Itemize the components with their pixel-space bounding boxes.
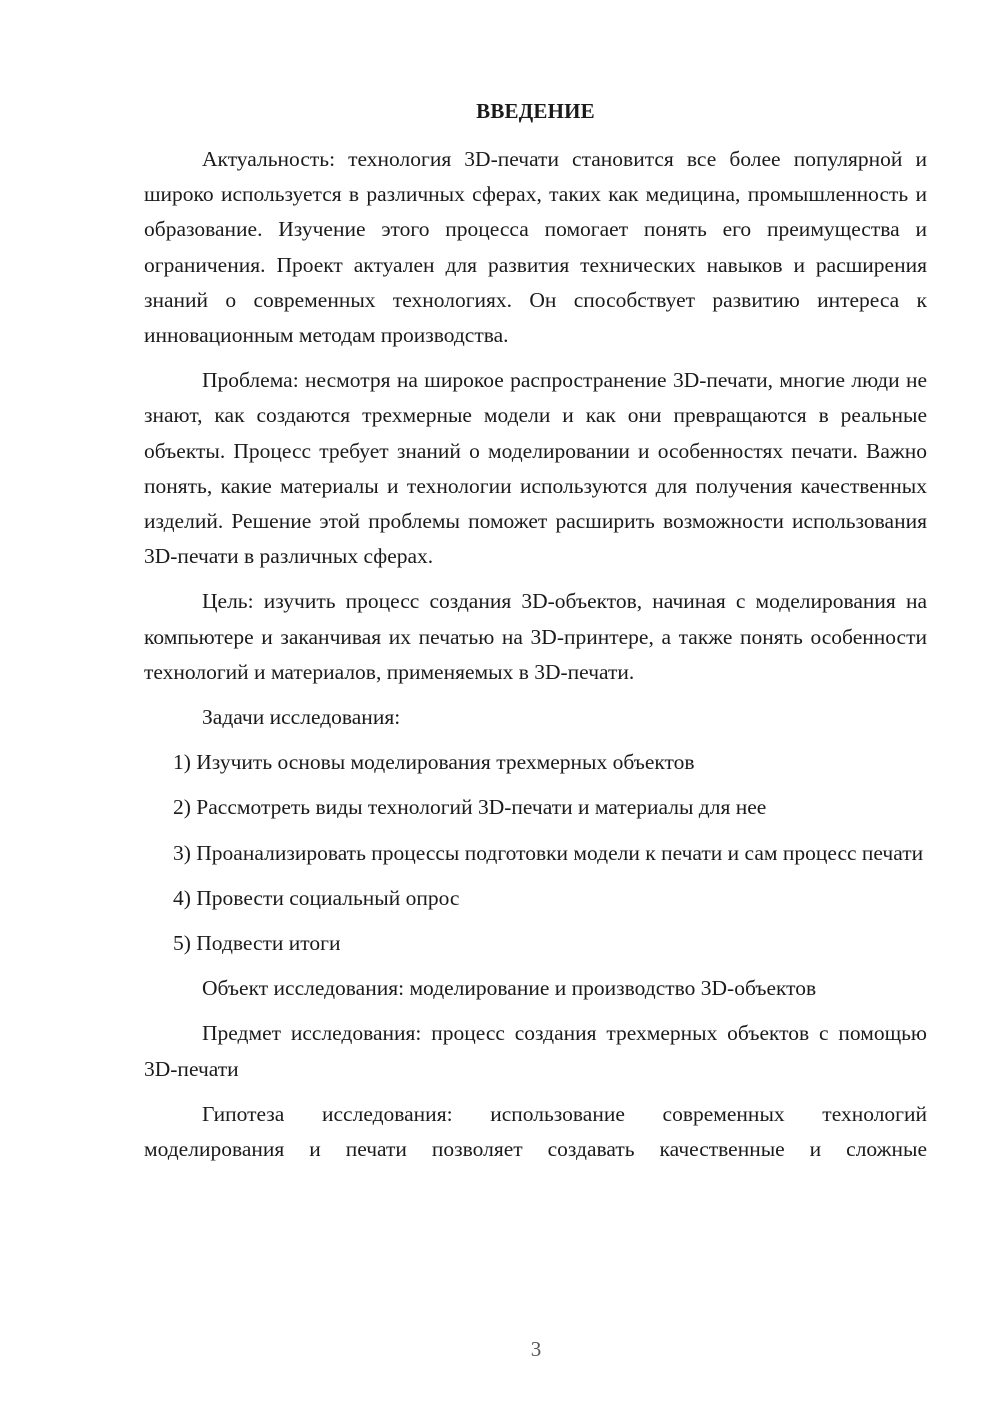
goal-paragraph: Цель: изучить процесс создания 3D-объектов, начиная с моделирования на компьютере и заканчивая их печатью на 3D-принтере, а также понять особенности технологий и материалов, применяемых в 3D-печати.	[144, 589, 927, 684]
problem-paragraph: Проблема: несмотря на широкое распространение 3D-печати, многие люди не знают, как создаются трехмерные модели и как они превращаются в реальные объекты. Процесс требует знаний о моделировании и особенностях печати. Важно понять, какие материалы и технологии используются для получения качественных изделий. Решение этой проблемы поможет расширить возможности использования 3D-печати в различных сферах.	[144, 368, 927, 569]
subject-paragraph: Предмет исследования: процесс создания трехмерных объектов с помощью 3D-печати	[144, 1021, 927, 1081]
tasks-title: Задачи исследования:	[202, 705, 401, 730]
object-paragraph: Объект исследования: моделирование и производство 3D-объектов	[202, 976, 817, 1001]
task-item-3: 3) Проанализировать процессы подготовки модели к печати и сам процесс печати	[173, 840, 924, 865]
page-number: 3	[530, 1337, 542, 1361]
hypothesis-paragraph: Гипотеза исследования: использование современных технологий моделирования и печати позволяет создавать качественные и сложные	[144, 1101, 927, 1162]
task-item-4: 4) Провести социальный опрос	[173, 885, 460, 910]
task-item-1: 1) Изучить основы моделирования трехмерных объектов	[173, 750, 695, 775]
document-body	[144, 142, 927, 1177]
section-heading: ВВЕДЕНИЕ	[476, 99, 595, 123]
task-item-5: 5) Подвести итоги	[173, 931, 341, 956]
task-item-2: 2) Рассмотреть виды технологий 3D-печати и материалы для нее	[173, 795, 767, 820]
relevance-paragraph: Актуальность: технология 3D-печати становится все более популярной и широко используется в различных сферах, таких как медицина, промышленность и образование. Изучение этого процесса помогает понять его преимущества и ограничения. Проект актуален для развития технических навыков и расширения знаний о современных технологиях. Он способствует развитию интереса к инновационным методам производства.	[144, 147, 927, 348]
